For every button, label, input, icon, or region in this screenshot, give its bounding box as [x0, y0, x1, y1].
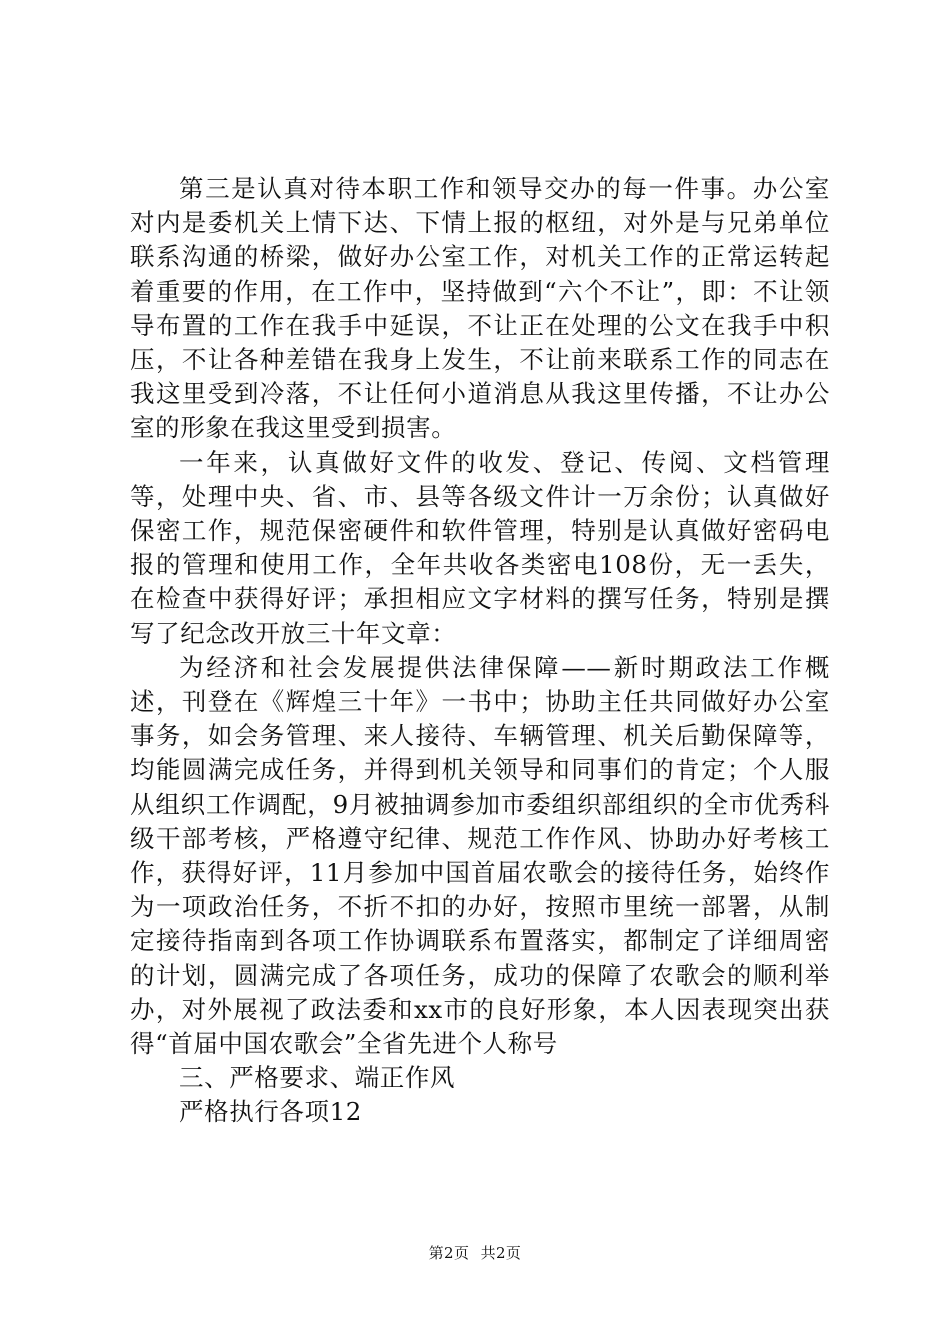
document-body	[130, 172, 830, 1130]
page-footer	[0, 1243, 950, 1263]
paragraph-duties: 第三是认真对待本职工作和领导交办的每一件事。办公室对内是委机关上情下达、下情上报的枢纽，对外是与兄弟单位联系沟通的桥梁，做好办公室工作，对机关工作的正常运转起着重要的作用，在工作中，坚持做到“六个不让”，即：不让领导布置的工作在我手中延误，不让正在处理的公文在我手中积压，不让各种差错在我身上发生，不让前来联系工作的同志在我这里受到冷落，不让任何小道消息从我这里传播，不让办公室的形象在我这里受到损害。	[130, 174, 830, 443]
page-number-total: 共2页	[480, 1244, 522, 1262]
trailing-line: 严格执行各项12	[179, 1097, 362, 1127]
page-number-current: 第2页	[428, 1244, 470, 1262]
paragraph-achievements: 为经济和社会发展提供法律保障——新时期政法工作概述，刊登在《辉煌三十年》一书中；协助主任共同做好办公室事务，如会务管理、来人接待、车辆管理、机关后勤保障等，均能圆满完成任务，并得到机关领导和同事们的肯定；个人服从组织工作调配，9月被抽调参加市委组织部组织的全市优秀科级干部考核，严格遵守纪律、规范工作作风、协助办好考核工作，获得好评，11月参加中国首届农歌会的接待任务，始终作为一项政治任务，不折不扣的办好，按照市里统一部署，从制定接待指南到各项工作协调联系布置落实，都制定了详细周密的计划，圆满完成了各项任务，成功的保障了农歌会的顺利举办，对外展视了政法委和xx市的良好形象，本人因表现突出获得“首届中国农歌会”全省先进个人称号	[130, 652, 830, 1059]
paragraph-year-review: 一年来，认真做好文件的收发、登记、传阅、文档管理等，处理中央、省、市、县等各级文件计一万余份；认真做好保密工作，规范保密硬件和软件管理，特别是认真做好密码电报的管理和使用工作，全年共收各类密电108份，无一丢失，在检查中获得好评；承担相应文字材料的撰写任务，特别是撰写了纪念改开放三十年文章：	[130, 447, 830, 648]
section-heading: 三、严格要求、端正作风	[179, 1063, 456, 1093]
